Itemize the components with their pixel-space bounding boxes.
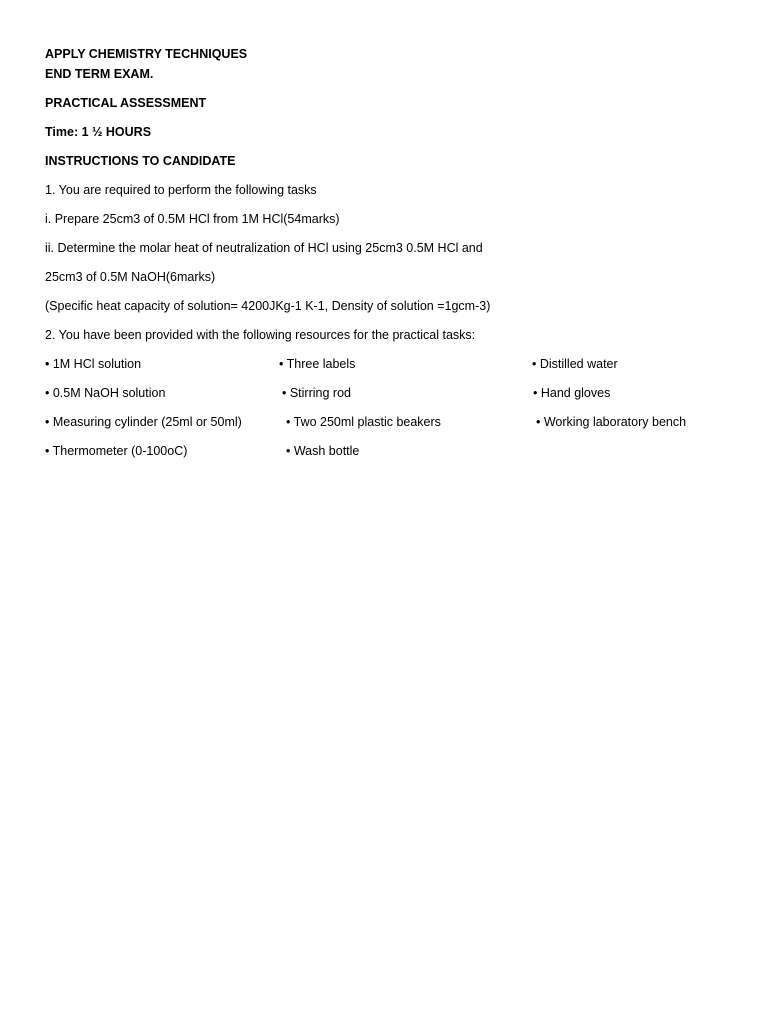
assessment-heading: PRACTICAL ASSESSMENT bbox=[45, 96, 207, 110]
constants-note: (Specific heat capacity of solution= 4200JKg-1 K-1, Density of solution =1gcm-3) bbox=[45, 299, 491, 313]
resource-item: • 0.5M NaOH solution bbox=[45, 386, 166, 400]
resource-item: • Thermometer (0-100oC) bbox=[45, 444, 188, 458]
task-ii-line1: ii. Determine the molar heat of neutralization of HCl using 25cm3 0.5M HCl and bbox=[45, 241, 483, 255]
resource-item: • Three labels bbox=[279, 357, 356, 371]
exam-title: APPLY CHEMISTRY TECHNIQUES bbox=[45, 47, 248, 61]
resource-item: • Distilled water bbox=[532, 357, 618, 371]
exam-subtitle: END TERM EXAM. bbox=[45, 67, 154, 81]
resource-item: • Two 250ml plastic beakers bbox=[286, 415, 441, 429]
resource-item: • Hand gloves bbox=[533, 386, 611, 400]
task-ii-line2: 25cm3 of 0.5M NaOH(6marks) bbox=[45, 270, 216, 284]
instruction-item-1: 1. You are required to perform the following tasks bbox=[45, 183, 317, 197]
resource-item: • Working laboratory bench bbox=[536, 415, 687, 429]
resource-item: • 1M HCl solution bbox=[45, 357, 142, 371]
time-allowed: Time: 1 ½ HOURS bbox=[45, 125, 152, 139]
resource-item: • Stirring rod bbox=[282, 386, 351, 400]
resource-item: • Wash bottle bbox=[286, 444, 360, 458]
instruction-item-2: 2. You have been provided with the following resources for the practical tasks: bbox=[45, 328, 476, 342]
task-i: i. Prepare 25cm3 of 0.5M HCl from 1M HCl(54marks) bbox=[45, 212, 340, 226]
resource-item: • Measuring cylinder (25ml or 50ml) bbox=[45, 415, 242, 429]
instructions-heading: INSTRUCTIONS TO CANDIDATE bbox=[45, 154, 236, 168]
